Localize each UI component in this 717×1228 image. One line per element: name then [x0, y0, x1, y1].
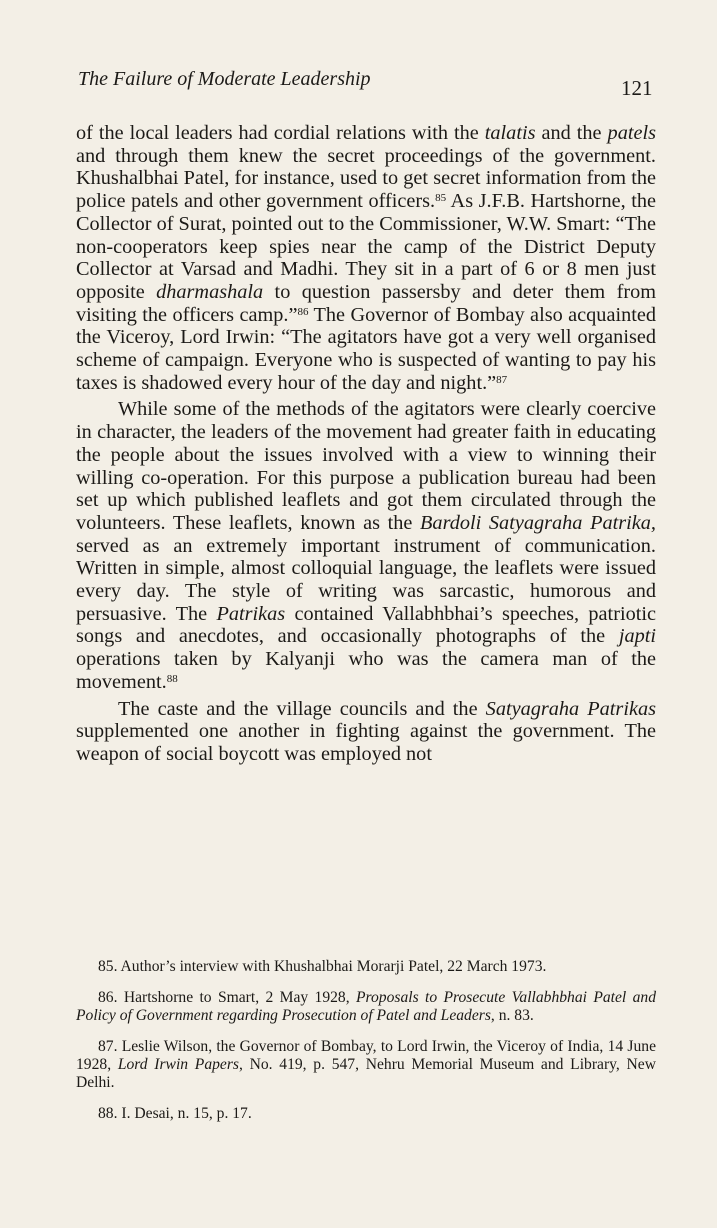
paragraph-2: While some of the methods of the agitators were clearly coercive in character, the leaders of the movement had greater faith in educating the people about the issues involved with a view to winning their willing co-operation. For this purpose a publication bureau had been set up which published leaflets and got them circulated through the volunteers. These leaflets, known as the Bardoli Satyagraha Patrika, served as an extremely important instrument of communication. Written in simple, almost colloquial language, the leaflets were issued every day. The style of writing was sarcastic, humorous and persuasive. The Patrikas contained Vallabhbhai’s speeches, patriotic songs and anecdotes, and occasionally photographs of the japti operations taken by Kalyanji who was the camera man of the movement.$^{88}$ [76, 398, 656, 693]
footnote-87: 87. Leslie Wilson, the Governor of Bombay, to Lord Irwin, the Viceroy of India, 14 June 1928, Lord Irwin Papers, No. 419, p. 547, Nehru Memorial Museum and Library, New Delhi. [76, 1038, 656, 1091]
title-satyagraha-patrikas: Satyagraha Patrikas [485, 697, 656, 720]
body-text [76, 122, 656, 766]
footnote-86: 86. Hartshorne to Smart, 2 May 1928, Proposals to Prosecute Vallabhbhai Patel and Policy of Government regarding Prosecution of Patel and Leaders, n. 83. [76, 989, 656, 1024]
footnote-ref-85: 85 [435, 192, 447, 205]
running-title: The Failure of Moderate Leadership [78, 68, 371, 90]
footnote-ref-87: 87 [496, 373, 508, 386]
term-patels: patels [607, 122, 656, 144]
paragraph-1: of the local leaders had cordial relations with the talatis and the patels and through them knew the secret proceedings of the government. Khushalbhai Patel, for instance, used to get secret information from the police patels and other government officers.$^{85}$ As J.F.B. Hartshorne, the Collector of Surat, pointed out to the Commissioner, W.W. Smart: “The non-cooperators keep spies near the camp of the District Deputy Collector at Varsad and Madhi. They sit in a part of 6 or 8 men just opposite dharmashala to question passersby and deter them from visiting the officers camp.”$^{86}$ The Governor of Bombay also acquainted the Viceroy, Lord Irwin: “The agitators have got a very well organised scheme of campaign. Everyone who is suspected of wanting to pay his taxes is shadowed every hour of the day and night.”$^{87}$ [76, 122, 656, 394]
term-patrikas: Patrikas [216, 602, 286, 625]
footnote-88: 88. I. Desai, n. 15, p. 17. [98, 1105, 252, 1122]
page-number: 121 [621, 76, 653, 100]
term-japti: japti [618, 625, 656, 648]
paragraph-3: The caste and the village councils and the Satyagraha Patrikas supplemented one another in fighting against the government. The weapon of social boycott was employed not [76, 697, 656, 765]
title-bardoli-satyagraha-patrika: Bardoli Satyagraha Patrika, [420, 511, 656, 534]
term-talatis: talatis [484, 122, 536, 144]
footnotes [76, 958, 656, 1123]
footnote-85: 85. Author’s interview with Khushalbhai Morarji Patel, 22 March 1973. [98, 958, 547, 975]
footnote-ref-88: 88 [166, 672, 178, 685]
term-dharmashala: dharmashala [156, 280, 264, 303]
footnote-ref-86: 86 [297, 305, 309, 318]
